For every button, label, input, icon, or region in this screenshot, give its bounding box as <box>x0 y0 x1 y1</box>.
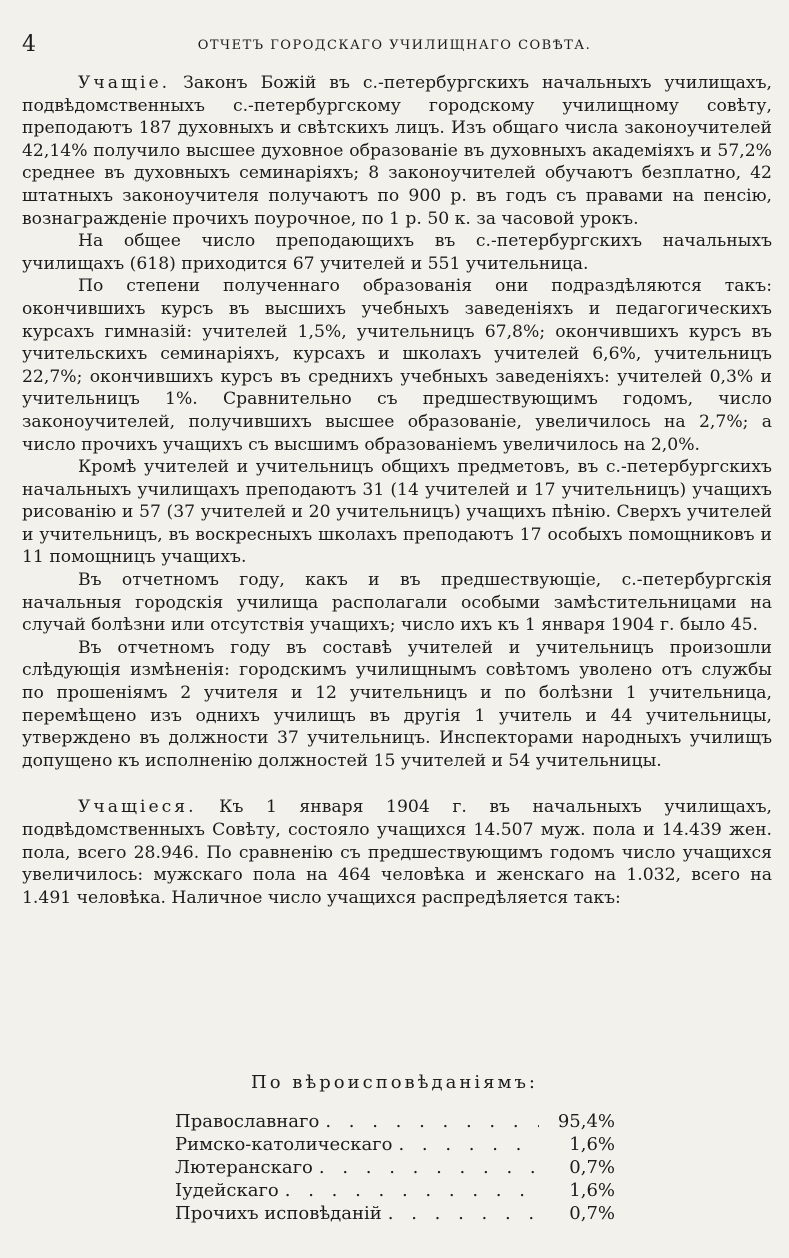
stat-value: 1,6% <box>569 1134 615 1155</box>
paragraph <box>22 230 772 275</box>
stat-value: 95,4% <box>557 1111 615 1132</box>
paragraph-text: Къ 1 января 1904 г. въ начальныхъ училищахъ, подвѣдомственныхъ Совѣту, состояло учащихся 14.507 муж. пола и 14.439 жен. пола, всего 28.946. По сравненію съ предшествующимъ годомъ число учащихся увеличилось: мужскаго пола на 464 человѣка и женскаго на 1.032, всего на 1.491 человѣка. Наличное число учащихся распредѣляется такъ: <box>22 797 772 908</box>
list-item <box>175 1179 615 1202</box>
paragraph-text: Въ отчетномъ году въ составѣ учителей и учительницъ произошли слѣдующія измѣненія: городскимъ училищнымъ совѣтомъ уволено отъ службы по прошеніямъ 2 учителя и 12 учительницъ и по болѣзни 1 учительница, перемѣщено изъ однихъ училищъ въ другія 1 учитель и 44 учительницы, утверждено въ должности 37 учительницъ. Инспекторами народныхъ училищъ допущено къ исполненію должностей 15 учителей и 54 учительницы. <box>22 637 772 771</box>
stat-value: 0,7% <box>569 1203 615 1224</box>
religion-stats-list <box>175 1110 615 1225</box>
list-item <box>175 1202 615 1225</box>
stat-label: Лютеранскаго <box>175 1157 313 1178</box>
paragraph-text: Въ отчетномъ году, какъ и въ предшествующіе, с.-петербургскія начальныя городскія училища располагали особыми замѣстительницами на случай болѣзни или отсутствія учащихъ; число ихъ къ 1 января 1904 г. было 45. <box>22 570 772 636</box>
stat-value: 0,7% <box>569 1157 615 1178</box>
paragraph <box>22 637 772 773</box>
stat-value: 1,6% <box>569 1180 615 1201</box>
leader-dots <box>285 1179 539 1202</box>
list-item <box>175 1110 615 1133</box>
paragraph-text: Законъ Божій въ с.-петербургскихъ начальныхъ училищахъ, подвѣдомственныхъ с.-петербургскому городскому училищному совѣту, преподаютъ 187 духовныхъ и свѣтскихъ лицъ. Изъ общаго числа законоучителей 42,14% получило высшее духовное образованіе въ духовныхъ академіяхъ и 57,2% среднее въ духовныхъ семинаріяхъ; 8 законоучителей обучаютъ безплатно, 42 штатныхъ законоучителя получаютъ по 900 р. въ годъ съ правами на пенсію, вознагражденіе прочихъ поурочное, по 1 р. 50 к. за часовой урокъ. <box>22 73 772 229</box>
leader-dots <box>388 1202 539 1225</box>
page-number: 4 <box>22 32 36 57</box>
section-lead-teachers: Учащіе. <box>78 73 171 93</box>
list-item <box>175 1156 615 1179</box>
list-item <box>175 1133 615 1156</box>
leader-dots <box>319 1156 539 1179</box>
stat-label: Прочихъ исповѣданій <box>175 1203 382 1224</box>
stat-label: Православнаго <box>175 1111 320 1132</box>
paragraph <box>22 275 772 456</box>
religion-section-title: По вѣроисповѣданіямъ: <box>251 1072 538 1093</box>
paragraph-text: По степени полученнаго образованія они подраздѣляются такъ: окончившихъ курсъ въ высшихъ учебныхъ заведеніяхъ и педагогическихъ курсахъ гимназій: учителей 1,5%, учительницъ 67,8%; окончившихъ курсъ въ учительскихъ семинаріяхъ, курсахъ и школахъ учителей 6,6%, учительницъ 22,7%; окончившихъ курсъ въ среднихъ учебныхъ заведеніяхъ: учителей 0,3% и учительницъ 1%. Сравнительно съ предшествующимъ годомъ, число законоучителей, получившихъ высшее образованіе, увеличилось на 2,7%; а число прочихъ учащихъ съ высшимъ образованіемъ увеличилось на 2,0%. <box>22 276 772 455</box>
paragraph <box>22 569 772 637</box>
section-lead-students: Учащіеся. <box>78 797 197 818</box>
stat-label: Іудейскаго <box>175 1180 279 1201</box>
paragraph-text: Кромѣ учителей и учительницъ общихъ предметовъ, въ с.-петербургскихъ начальныхъ училищахъ преподаютъ 31 (14 учителей и 17 учительницъ) учащихъ рисованію и 57 (37 учителей и 20 учительницъ) учащихъ пѣнію. Сверхъ учителей и учительницъ, въ воскресныхъ школахъ преподаютъ 17 особыхъ помощниковъ и 11 помощницъ учащихъ. <box>22 457 772 568</box>
paragraph-text: На общее число преподающихъ въ с.-петербургскихъ начальныхъ училищахъ (618) приходится 67 учителей и 551 учительница. <box>22 231 772 274</box>
page-header <box>22 32 767 56</box>
body-text <box>22 72 772 909</box>
paragraph-students <box>22 796 772 909</box>
stat-label: Римско-католическаго <box>175 1134 393 1155</box>
leader-dots <box>398 1133 539 1156</box>
running-title: ОТЧЕТЪ ГОРОДСКАГО УЧИЛИЩНАГО СОВѢТА. <box>197 38 592 53</box>
paragraph <box>22 456 772 569</box>
paragraph-teachers <box>22 72 772 230</box>
leader-dots <box>325 1110 539 1133</box>
